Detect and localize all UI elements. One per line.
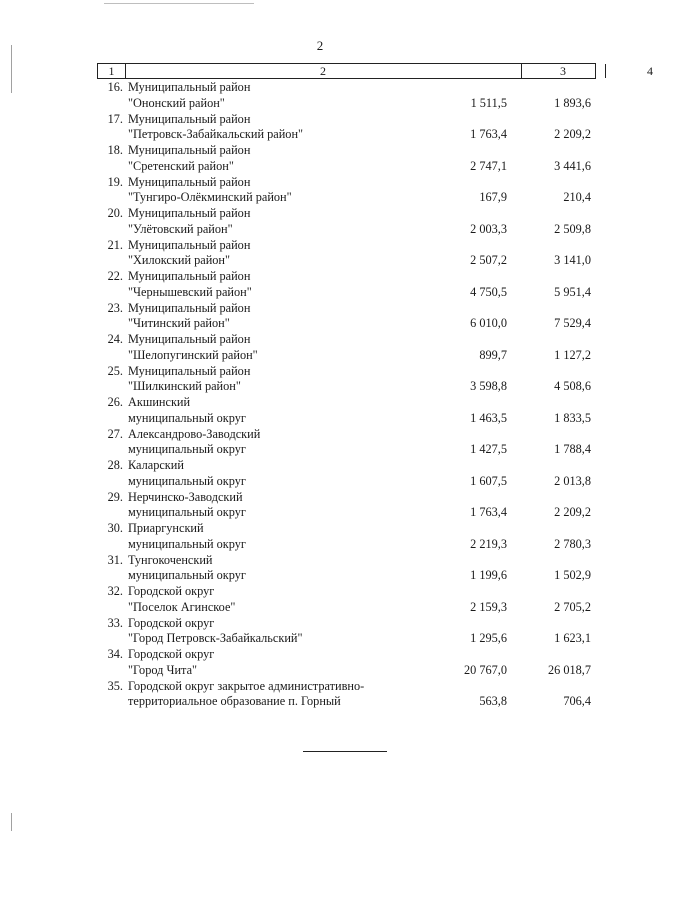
row-value-col4: 7 529,4 xyxy=(554,316,591,330)
row-value-col4: 1 833,5 xyxy=(554,410,591,425)
row-name-line1: Муниципальный район xyxy=(128,237,251,252)
row-name-line2: муниципальный округ xyxy=(128,536,246,551)
row-name-line2: "Шилкинский район" xyxy=(128,379,241,393)
row-value-col3: 2 507,2 xyxy=(470,253,507,267)
row-name-line1: Муниципальный район xyxy=(128,143,251,157)
row-value-col3: 1 763,4 xyxy=(470,505,507,519)
row-name-line1: Александрово-Заводский xyxy=(128,426,261,441)
row-number: 23. xyxy=(107,300,123,315)
row-value-col4: 1 788,4 xyxy=(554,442,591,456)
row-number: 19. xyxy=(107,174,123,189)
row-number: 34. xyxy=(107,647,123,661)
table-row xyxy=(0,458,640,490)
table-body xyxy=(0,80,640,710)
row-name-line1: Муниципальный район xyxy=(128,332,251,346)
row-value-col3: 2 219,3 xyxy=(470,536,507,551)
header-cell-4: 4 xyxy=(647,64,653,78)
row-value-col3: 2 159,3 xyxy=(470,599,507,614)
row-value-col4: 3 141,0 xyxy=(554,253,591,267)
row-value-col3: 563,8 xyxy=(479,694,507,708)
row-value-col3: 1 427,5 xyxy=(470,442,507,456)
row-name-line2: "Петровск-Забайкальский район" xyxy=(128,127,304,141)
scan-artifact-top-left xyxy=(104,3,254,4)
row-name-line2: "Поселок Агинское" xyxy=(128,599,236,614)
row-name-line1: Муниципальный район xyxy=(128,174,251,189)
table-row xyxy=(0,490,640,522)
row-name-line2: территориальное образование п. Горный xyxy=(128,694,341,708)
row-name-line2: "Читинский район" xyxy=(128,316,230,330)
row-number: 17. xyxy=(107,111,123,126)
row-name-line2: муниципальный округ xyxy=(128,442,246,456)
row-value-col4: 210,4 xyxy=(563,190,591,204)
row-number: 21. xyxy=(107,237,123,252)
row-name-line1: Городской округ xyxy=(128,584,215,598)
table-row xyxy=(0,679,640,711)
row-name-line1: Нерчинско-Заводский xyxy=(128,489,243,504)
row-name-line2: "Хилокский район" xyxy=(128,253,231,267)
row-value-col3: 3 598,8 xyxy=(470,379,507,393)
row-value-col3: 2 003,3 xyxy=(470,221,507,236)
row-value-col3: 1 463,5 xyxy=(470,410,507,425)
row-value-col4: 2 013,8 xyxy=(554,473,591,488)
row-name-line1: Муниципальный район xyxy=(128,206,251,220)
header-cell-1: 1 xyxy=(98,64,126,78)
table-row xyxy=(0,332,640,364)
table-row xyxy=(0,206,640,238)
row-number: 28. xyxy=(107,458,123,472)
table-row xyxy=(0,427,640,459)
row-value-col3: 20 767,0 xyxy=(463,662,507,677)
row-number: 30. xyxy=(107,521,123,535)
row-number: 32. xyxy=(107,584,123,598)
row-name-line2: "Город Чита" xyxy=(128,662,198,677)
row-number: 25. xyxy=(107,363,123,378)
row-name-line2: "Ононский район" xyxy=(128,95,225,110)
row-name-line2: муниципальный округ xyxy=(128,568,246,582)
table-row xyxy=(0,553,640,585)
row-number: 35. xyxy=(107,678,123,693)
row-value-col4: 1 502,9 xyxy=(554,568,591,582)
row-value-col3: 1 763,4 xyxy=(470,127,507,141)
table-row xyxy=(0,238,640,270)
row-number: 26. xyxy=(107,395,123,409)
row-name-line2: муниципальный округ xyxy=(128,473,246,488)
row-number: 27. xyxy=(107,426,123,441)
table-row xyxy=(0,112,640,144)
row-number: 24. xyxy=(107,332,123,346)
row-name-line2: "Тунгиро-Олёкминский район" xyxy=(128,190,292,204)
row-number: 31. xyxy=(107,552,123,567)
row-value-col4: 1 893,6 xyxy=(554,95,591,110)
row-name-line2: "Сретенский район" xyxy=(128,158,234,173)
table-header-row xyxy=(97,63,653,79)
row-name-line1: Муниципальный район xyxy=(128,111,251,126)
row-name-line1: Муниципальный район xyxy=(128,300,251,315)
scan-artifact-left-edge-lower xyxy=(11,813,12,831)
row-value-col3: 4 750,5 xyxy=(470,284,507,299)
row-value-col4: 2 705,2 xyxy=(554,599,591,614)
row-value-col4: 2 209,2 xyxy=(554,505,591,519)
row-number: 20. xyxy=(107,206,123,220)
table-row xyxy=(0,647,640,679)
row-name-line1: Муниципальный район xyxy=(128,80,251,94)
row-number: 18. xyxy=(107,143,123,157)
row-name-line2: "Город Петровск-Забайкальский" xyxy=(128,631,303,645)
table-row xyxy=(0,301,640,333)
row-name-line2: "Чернышевский район" xyxy=(128,284,252,299)
row-value-col4: 706,4 xyxy=(563,694,591,708)
table-row xyxy=(0,80,640,112)
row-name-line1: Муниципальный район xyxy=(128,363,251,378)
row-name-line1: Городской округ xyxy=(128,615,215,630)
row-value-col3: 899,7 xyxy=(479,347,507,362)
row-value-col4: 4 508,6 xyxy=(554,379,591,393)
row-name-line2: "Улётовский район" xyxy=(128,221,233,236)
row-number: 22. xyxy=(107,269,123,283)
row-number: 16. xyxy=(107,80,123,94)
row-name-line1: Городской округ xyxy=(128,647,215,661)
row-value-col3: 1 607,5 xyxy=(470,473,507,488)
table-row xyxy=(0,269,640,301)
row-value-col3: 2 747,1 xyxy=(470,158,507,173)
row-name-line1: Городской округ закрытое административно- xyxy=(128,678,365,693)
row-value-col4: 1 623,1 xyxy=(554,631,591,645)
row-value-col4: 2 780,3 xyxy=(554,536,591,551)
row-value-col4: 2 509,8 xyxy=(554,221,591,236)
row-number: 33. xyxy=(107,615,123,630)
row-name-line2: муниципальный округ xyxy=(128,410,246,425)
row-value-col4: 26 018,7 xyxy=(547,662,591,677)
row-number: 29. xyxy=(107,489,123,504)
header-cell-2: 2 xyxy=(125,64,522,78)
page-number: 2 xyxy=(316,38,324,53)
row-name-line2: "Шелопугинский район" xyxy=(128,347,258,362)
header-cell-3: 3 xyxy=(521,64,606,78)
table-row xyxy=(0,364,640,396)
row-value-col3: 1 295,6 xyxy=(470,631,507,645)
table-row xyxy=(0,616,640,648)
end-of-table-rule xyxy=(303,751,387,752)
row-value-col3: 6 010,0 xyxy=(470,316,507,330)
table-row xyxy=(0,143,640,175)
row-value-col3: 1 511,5 xyxy=(470,95,507,110)
table-row xyxy=(0,395,640,427)
row-name-line2: муниципальный округ xyxy=(128,505,246,519)
row-value-col4: 5 951,4 xyxy=(554,284,591,299)
row-value-col4: 2 209,2 xyxy=(554,127,591,141)
table-row xyxy=(0,175,640,207)
row-name-line1: Приаргунский xyxy=(128,521,204,535)
row-name-line1: Каларский xyxy=(128,458,184,472)
table-row xyxy=(0,584,640,616)
table-row xyxy=(0,521,640,553)
row-value-col4: 1 127,2 xyxy=(554,347,591,362)
row-value-col3: 167,9 xyxy=(479,190,507,204)
row-name-line1: Муниципальный район xyxy=(128,269,251,283)
row-name-line1: Тунгокоченский xyxy=(128,552,213,567)
row-value-col4: 3 441,6 xyxy=(554,158,591,173)
row-name-line1: Акшинский xyxy=(128,395,191,409)
row-value-col3: 1 199,6 xyxy=(470,568,507,582)
